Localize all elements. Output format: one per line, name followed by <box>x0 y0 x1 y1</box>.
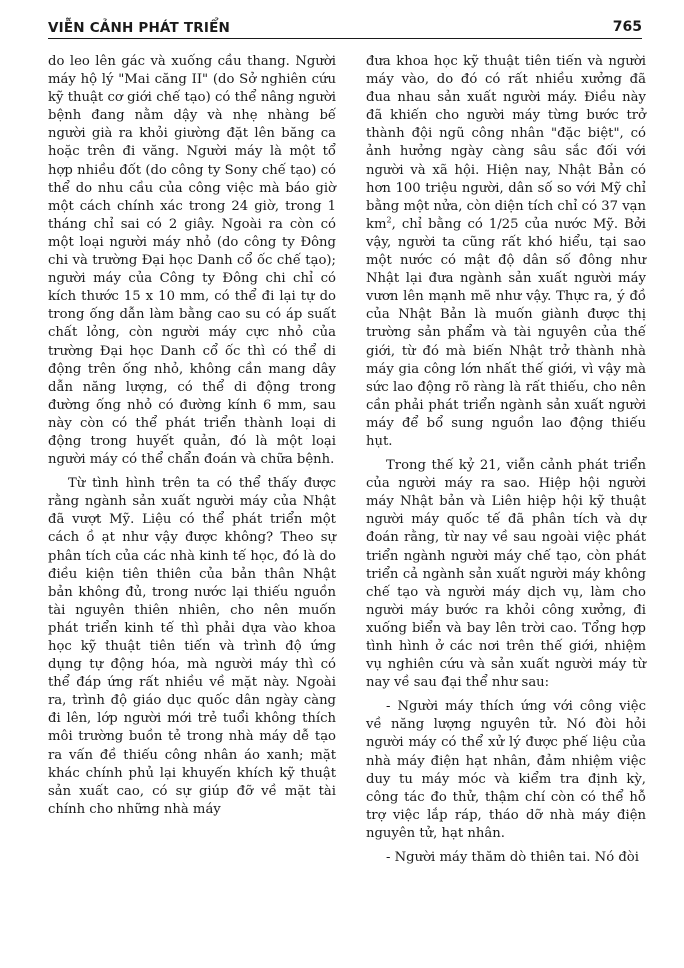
running-title: VIỄN CẢNH PHÁT TRIỂN <box>48 20 230 36</box>
list-item: - Người máy thăm dò thiên tai. Nó đòi <box>386 850 639 866</box>
page-header <box>48 16 642 42</box>
paragraph: Từ tình hình trên ta có thể thấy được rằng ngành sản xuất người máy của Nhật đã vượt Mỹ. Liệu có thể phát triển một cách ồ ạt như vậy được không? Theo sự phân tích của các nhà kinh tế học, đó là do điều kiện tiên thiên của bản thân Nhật bản không đủ, trong nước lại thiếu nguồn tài nguyên thiên nhiên, cho nên muốn phát triển kinh tế thì phải dựa vào khoa học kỹ thuật tiên tiến và trình độ ứng dụng tự động hóa, mà người máy thì có thể đáp ứng rất nhiều về mặt này. Ngoài ra, trình độ giáo dục quốc dân ngày càng đi lên, lớp người mới trẻ tuổi không thích môi trường buồn tẻ trong nhà máy dễ tạo ra vấn đề thiếu công nhân áo xanh; mặt khác chính phủ lại khuyến khích kỹ thuật sản xuất cao, có sự giúp đỡ về mặt tài chính cho những nhà máy <box>48 476 336 817</box>
paragraph <box>366 53 646 451</box>
superscript: 2 <box>386 215 392 225</box>
page-number: 765 <box>612 19 642 35</box>
list-item: - Người máy thích ứng với công việc về năng lượng nguyên tử. Nó đòi hỏi người máy có thể xử lý được phế liệu của nhà máy điện hạt nhân, đảm nhiệm việc duy tu máy móc và kiểm tra định kỳ, công tác đo thử, thậm chí còn có thể hỗ trợ việc lắp ráp, tháo dỡ nhà máy điện nguyên tử, hạt nhân. <box>366 699 646 841</box>
header-rule <box>48 38 642 39</box>
paragraph-text: đưa khoa học kỹ thuật tiên tiến và người máy vào, do đó có rất nhiều xưởng đã đua nhau sản xuất người máy. Điều này đã khiến cho người máy từng bước trở thành đội ngũ công nhân "đặc biệt", có ảnh hưởng ngày càng sâu sắc đối với người và xã hội. Hiện nay, Nhật Bản có hơn 100 triệu người, dân số so với Mỹ chỉ bằng một nửa, còn diện tích chỉ có 37 vạn km <box>366 54 646 232</box>
left-column <box>48 53 336 819</box>
paragraph: do leo lên gác và xuống cầu thang. Người máy hộ lý "Mai căng II" (do Sở nghiên cứu kỹ thuật cơ giới chế tạo) có thể nâng người bệnh đang nằm dậy và nhẹ nhàng bế người già ra khỏi giường đặt lên băng ca hoặc trên đi văng. Người máy là một tổ hợp nhiều đốt (do công ty Sony chế tạo) có thể do nhu cầu của công việc mà báo giờ một cách chính xác trong 24 giờ, trong 1 tháng chỉ sai có 2 giây. Ngoài ra còn có một loại người máy nhỏ (do công ty Đông chi và trường Đại học Danh cổ ốc chế tạo); người máy của Công ty Đông chi chỉ có kích thước 15 x 10 mm, có thể đi lại tự do trong ống dẫn làm bằng cao su có áp suất chất lỏng, còn người máy cực nhỏ của trường Đại học Danh cổ ốc thì có thể di động trên ống nhỏ, không cần mang dây dẫn năng lượng, có thể di động trong đường ống nhỏ có đường kính 6 mm, sau này còn có thể phát triển thành loại di động trong huyết quản, đó là một loại người máy có thể chẩn đoán và chữa bệnh. <box>48 54 336 468</box>
paragraph-text: , chỉ bằng có 1/25 của nước Mỹ. Bởi vậy, người ta cũng rất khó hiểu, tại sao một nước có mật độ dân số đông như Nhật lại đưa ngành sản xuất người máy vươn lên mạnh mẽ như vậy. Thực ra, ý đồ của Nhật Bản là muốn giành được thị trường sản phẩm và tài nguyên của thế giới, từ đó mà biến Nhật trở thành nhà máy gia công lớn nhất thế giới, vì vậy mà sức lao động rõ ràng là rất thiếu, cho nên cần phải phát triển ngành sản xuất người máy để bổ sung nguồn lao động thiếu hụt. <box>366 216 646 449</box>
paragraph: Trong thế kỷ 21, viễn cảnh phát triển của người máy ra sao. Hiệp hội người máy Nhật bản và Liên hiệp hội kỹ thuật người máy quốc tế đã phân tích và dự đoán rằng, từ nay về sau ngoài việc phát triển ngành người máy chế tạo, còn phát triển cả ngành sản xuất người máy không chế tạo và người máy dịch vụ, làm cho người máy bước ra khỏi công xưởng, đi xuống biển và bay lên trời cao. Tổng hợp tình hình ở các nơi trên thế giới, nhiệm vụ nghiên cứu và sản xuất người máy từ nay về sau đại thể như sau: <box>366 458 646 691</box>
right-column <box>366 53 646 867</box>
